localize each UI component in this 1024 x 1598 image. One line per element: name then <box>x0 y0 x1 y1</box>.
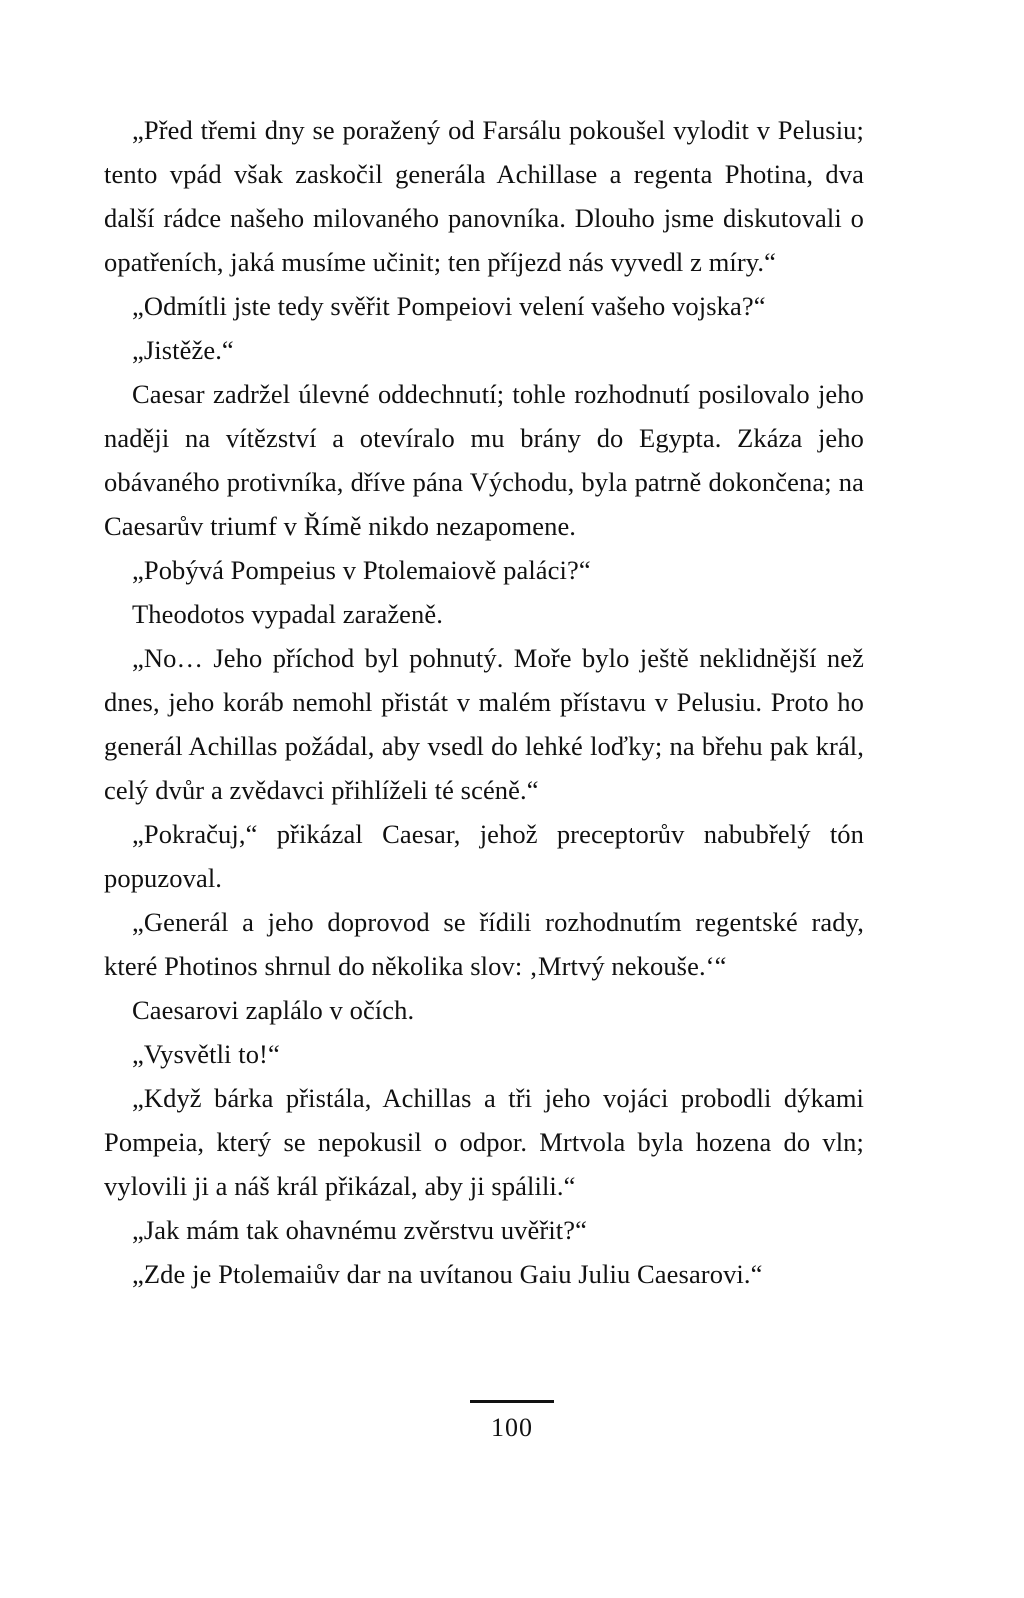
paragraph: „Odmítli jste tedy svěřit Pompeiovi velení vašeho vojska?“ <box>132 291 766 321</box>
paragraph: „Když bárka přistála, Achillas a tři jeho vojáci probodli dýkami Pompeia, který se nepokusil o odpor. Mrtvola byla hozena do vln; vylovili ji a náš král přikázal, aby ji spálili.“ <box>104 1083 864 1201</box>
paragraph: „No… Jeho příchod byl pohnutý. Moře bylo ještě neklidnější než dnes, jeho koráb nemohl přistát v malém přístavu v Pelusiu. Proto ho generál Achillas požádal, aby vsedl do lehké loďky; na břehu pak král, celý dvůr a zvědavci přihlíželi té scéně.“ <box>104 643 864 805</box>
paragraph: „Před třemi dny se poražený od Farsálu pokoušel vylodit v Pelusiu; tento vpád však zaskočil generála Achillase a regenta Photina, dva další rádce našeho milovaného panovníka. Dlouho jsme diskutovali o opatřeních, jaká musíme učinit; ten příjezd nás vyvedl z míry.“ <box>104 115 864 277</box>
paragraph: „Jak mám tak ohavnému zvěrstvu uvěřit?“ <box>132 1215 587 1245</box>
paragraph: „Zde je Ptolemaiův dar na uvítanou Gaiu Juliu Caesarovi.“ <box>132 1259 763 1289</box>
body-text <box>104 108 864 1296</box>
paragraph: „Pobývá Pompeius v Ptolemaiově paláci?“ <box>132 555 591 585</box>
paragraph: Caesar zadržel úlevné oddechnutí; tohle rozhodnutí posilovalo jeho naději na vítězství a otevíralo mu brány do Egypta. Zkáza jeho obávaného protivníka, dříve pána Východu, byla patrně dokončena; na Caesarův triumf v Římě nikdo nezapomene. <box>104 379 864 541</box>
paragraph: „Vysvětli to!“ <box>132 1039 280 1069</box>
page-footer <box>0 1400 1024 1443</box>
paragraph: Theodotos vypadal zaraženě. <box>132 599 443 629</box>
paragraph: „Pokračuj,“ přikázal Caesar, jehož preceptorův nabubřelý tón popuzoval. <box>104 819 864 893</box>
paragraph: Caesarovi zaplálo v očích. <box>132 995 415 1025</box>
paragraph: „Generál a jeho doprovod se řídili rozhodnutím regentské rady, které Photinos shrnul do několika slov: ‚Mrtvý nekouše.‘“ <box>104 907 864 981</box>
page-number: 100 <box>491 1413 533 1442</box>
paragraph: „Jistěže.“ <box>132 335 234 365</box>
footer-divider <box>470 1400 554 1403</box>
